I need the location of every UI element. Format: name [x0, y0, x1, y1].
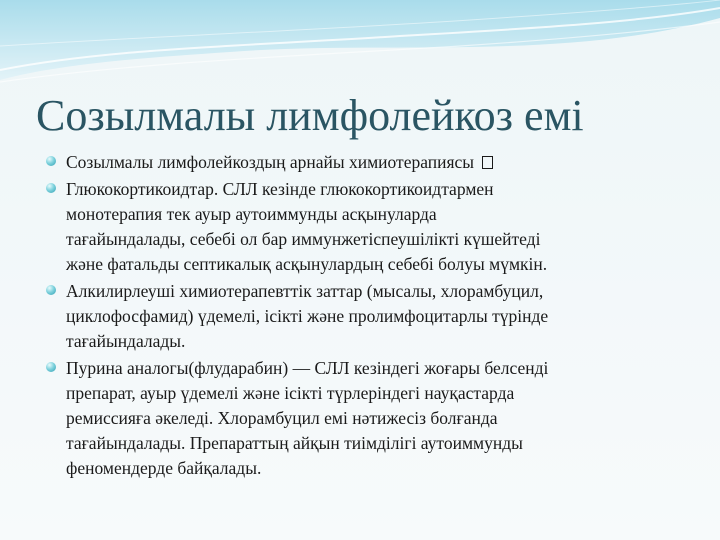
bullet-line: Пурина аналогы(флударабин) — СЛЛ кезіндегі жоғары белсенді: [66, 358, 549, 378]
bullet-item: [44, 279, 680, 354]
bullet-line: препарат, ауыр үдемелі және ісікті түрлеріндегі науқастарда: [66, 383, 515, 403]
bullet-dot-icon: [46, 362, 56, 372]
bullet-line: тағайындалады.: [66, 331, 186, 351]
bullet-line: феномендерде байқалады.: [66, 458, 262, 478]
bullet-dot-icon: [46, 156, 56, 166]
bullet-dot-icon: [46, 183, 56, 193]
bullet-line: тағайындалады. Препараттың айқын тиімділігі аутоиммунды: [66, 433, 523, 453]
bullet-line: [66, 150, 680, 175]
slide-title: Созылмалы лимфолейкоз емі: [36, 91, 584, 140]
bullet-line: ремиссияға әкеледі. Хлорамбуцил емі нәтижесіз болғанда: [66, 408, 498, 428]
bullet-line: Глюкокортикоидтар. СЛЛ кезінде глюкокортикоидтармен: [66, 179, 494, 199]
bullet-line: тағайындалады, себебі ол бар иммунжетіспеушілікті күшейтеді: [66, 229, 541, 249]
bullet-line: монотерапия тек ауыр аутоиммунды асқынуларда: [66, 204, 437, 224]
bullet-item: [44, 177, 680, 277]
bullet-text: Созылмалы лимфолейкоздың арнайы химиотерапиясы: [66, 152, 475, 172]
missing-glyph-box-icon: [482, 156, 493, 169]
bullet-list: [44, 150, 680, 483]
bullet-item: [44, 356, 680, 481]
bullet-line: Алкилирлеуші химиотерапевттік заттар (мысалы, хлорамбуцил,: [66, 281, 544, 301]
bullet-line: және фатальды септикалық асқынулардың себебі болуы мүмкін.: [66, 254, 548, 274]
bullet-item: [44, 150, 680, 175]
bullet-line: циклофосфамид) үдемелі, ісікті және пролимфоцитарлы түрінде: [66, 306, 549, 326]
bullet-dot-icon: [46, 285, 56, 295]
